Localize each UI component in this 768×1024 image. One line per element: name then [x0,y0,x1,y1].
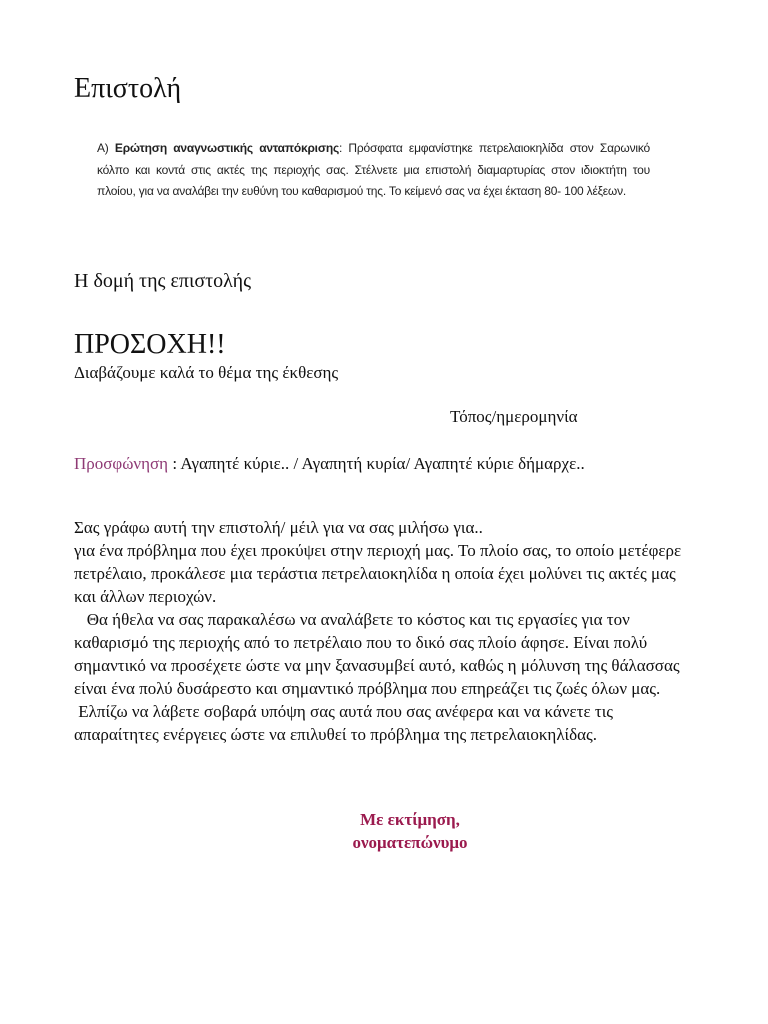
body-paragraph-2: Θα ήθελα να σας παρακαλέσω να αναλάβετε το κόστος και τις εργασίες για τον καθαρισμό της περιοχής από το πετρέλαιο που το δικό σας πλοίο άφησε. Είναι πολύ σημαντικό να προσέχετε ώστε να μην ξανασυμβεί αυτό, καθώς η μόλυνση της θάλασσας είναι ένα πολύ δυσάρεστο και σημαντικό πρόβλημα που επηρεάζει τις ζωές όλων μας. [74,610,684,698]
body-line-1: Σας γράφω αυτή την επιστολή/ μέιλ για να σας μιλήσω για.. [74,518,483,537]
salutation [74,452,644,475]
structure-heading: Η δομή της επιστολής [74,270,252,292]
salutation-label: Προσφώνηση [74,454,169,473]
task-text: : Πρόσφατα εμφανίστηκε πετρελαιοκηλίδα στον Σαρωνικό κόλπο και κοντά στις ακτές της περιοχής σας. Στέλνετε μια επιστολή διαμαρτυρίας στον ιδιοκτήτη του πλοίου, για να αναλάβει την ευθύνη του καθαρισμού της. Το κείμενό σας να έχει έκταση 80- 100 λέξεων. [97,141,650,198]
task-label: Ερώτηση αναγνωστικής ανταπόκρισης [114,141,339,155]
task-prefix: Α) [97,141,115,155]
task-prompt [97,138,650,203]
place-date: Τόπος/ημερομηνία [450,407,578,426]
page-title: Επιστολή [74,73,182,104]
warning-heading: ΠΡΟΣΟΧΗ!! [74,329,226,360]
salutation-text: : Αγαπητέ κύριε.. / Αγαπητή κυρία/ Αγαπητέ κύριε δήμαρχε.. [168,454,585,473]
body-paragraph-1: για ένα πρόβλημα που έχει προκύψει στην περιοχή μας. Το πλοίο σας, το οποίο μετέφερε πετρέλαιο, προκάλεσε μια τεράστια πετρελαιοκηλίδα η οποία έχει μολύνει τις ακτές μας και άλλων περιοχών. [74,541,682,606]
signature-block [300,808,520,854]
read-note: Διαβάζουμε καλά το θέμα της έκθεσης [74,363,339,382]
letter-body [74,516,694,746]
signature-closing: Με εκτίμηση, [360,810,460,829]
signature-name: ονοματεπώνυμο [352,833,468,852]
body-paragraph-3: Ελπίζω να λάβετε σοβαρά υπόψη σας αυτά που σας ανέφερα και να κάνετε τις απαραίτητες ενέργειες ώστε να επιλυθεί το πρόβλημα της πετρελαιοκηλίδας. [74,702,618,744]
